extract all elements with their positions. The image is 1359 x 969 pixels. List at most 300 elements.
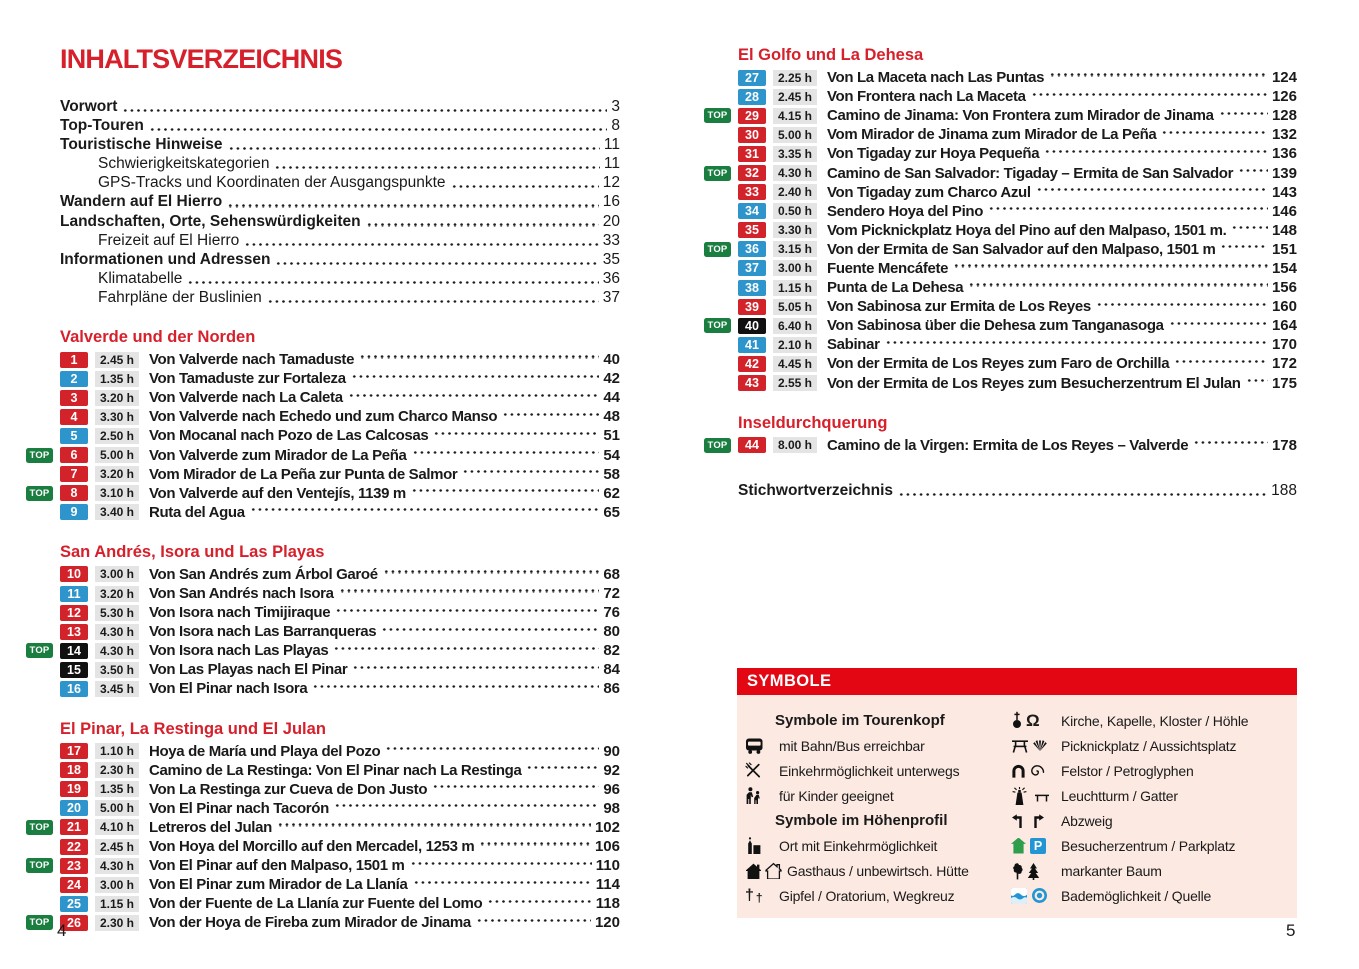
tour-duration: 1.35 h xyxy=(95,371,139,387)
tour-number-badge: 3 xyxy=(60,390,88,406)
symbol-label: Ort mit Einkehrmöglichkeit xyxy=(779,837,938,854)
tour-page: 110 xyxy=(595,857,620,875)
tour-page: 156 xyxy=(1271,279,1297,297)
dot-leader xyxy=(227,204,599,207)
toc-entry xyxy=(60,231,620,250)
dot-leader xyxy=(410,862,592,865)
tour-title: Fuente Mencáfete xyxy=(827,259,949,277)
tour-duration: 2.30 h xyxy=(95,762,139,778)
tour-number-badge: 29 xyxy=(738,108,766,124)
tour-number-badge: 2 xyxy=(60,371,88,387)
symbol-label: für Kinder geeignet xyxy=(779,787,894,804)
tour-duration: 5.30 h xyxy=(95,605,139,621)
tour-page: 92 xyxy=(603,761,620,779)
tour-page: 82 xyxy=(603,642,620,660)
tour-title: Von Tamaduste zur Fortaleza xyxy=(149,370,346,388)
dot-leader xyxy=(352,666,599,669)
tour-row xyxy=(26,875,620,894)
top-badge: TOP xyxy=(26,858,53,873)
tour-duration: 3.50 h xyxy=(95,662,139,678)
tour-row xyxy=(704,68,1297,87)
tour-title: Sendero Hoya del Pino xyxy=(827,202,984,220)
toc-entry xyxy=(60,192,620,211)
tour-number-badge: 22 xyxy=(60,839,88,855)
tour-page: 146 xyxy=(1271,202,1297,220)
symbol-label: Felstor / Petroglyphen xyxy=(1061,762,1194,779)
dot-leader xyxy=(1238,169,1268,172)
dot-leader xyxy=(312,685,599,688)
symbol-label: Picknickplatz / Aussichtsplatz xyxy=(1061,737,1237,754)
dot-leader xyxy=(479,842,591,845)
tour-duration: 6.40 h xyxy=(773,318,817,334)
dot-leader xyxy=(1036,188,1268,191)
tour-title: Camino de Jinama: Von Frontera zum Mirador de Jinama xyxy=(827,107,1214,125)
tour-duration: 3.00 h xyxy=(95,877,139,893)
toc-entry-page: 20 xyxy=(602,212,620,230)
symbol-label: Bademöglichkeit / Quelle xyxy=(1061,887,1212,904)
symbol-row xyxy=(1011,783,1291,808)
tour-page: 62 xyxy=(603,484,620,502)
dot-leader xyxy=(462,470,599,473)
tour-number-badge: 18 xyxy=(60,762,88,778)
tour-page: 114 xyxy=(595,876,620,894)
tour-page: 132 xyxy=(1271,126,1297,144)
dot-leader xyxy=(149,128,608,131)
tour-number-badge: 20 xyxy=(60,800,88,816)
leuchtturm-icon xyxy=(1011,787,1057,805)
tour-title: Von El Pinar auf den Malpaso, 1501 m xyxy=(149,857,405,875)
toc-entry-label: Touristische Hinweise xyxy=(60,136,223,154)
tour-duration: 1.15 h xyxy=(95,896,139,912)
tour-title: Camino de La Restinga: Von El Pinar nach La Restinga xyxy=(149,761,522,779)
tour-page: 170 xyxy=(1271,336,1297,354)
toc-entry xyxy=(60,116,620,135)
tour-page: 72 xyxy=(603,585,620,603)
dot-leader xyxy=(526,766,599,769)
symbol-row xyxy=(1011,758,1291,783)
tour-title: Von der Ermita de San Salvador auf den Malpaso, 1501 m xyxy=(827,240,1216,258)
tour-row xyxy=(26,856,620,875)
symbol-row xyxy=(1011,733,1291,758)
tour-row xyxy=(26,407,620,426)
dot-leader xyxy=(1231,226,1268,229)
tour-row xyxy=(26,465,620,484)
children-icon xyxy=(745,787,775,805)
section-header: El Pinar, La Restinga und El Julan xyxy=(60,719,326,738)
tour-duration: 2.25 h xyxy=(773,70,817,86)
tour-title: Von Sabinosa zur Ermita de Los Reyes xyxy=(827,298,1091,316)
dot-leader xyxy=(1096,303,1268,306)
tour-row xyxy=(26,584,620,603)
tour-number-badge: 42 xyxy=(738,356,766,372)
tour-duration: 1.10 h xyxy=(95,743,139,759)
tour-duration: 2.30 h xyxy=(95,915,139,931)
baum-icon xyxy=(1011,862,1057,880)
dot-leader xyxy=(334,804,599,807)
toc-entry xyxy=(60,269,620,288)
tour-number-badge: 5 xyxy=(60,428,88,444)
tour-page: 51 xyxy=(603,427,620,445)
tour-duration: 4.30 h xyxy=(95,624,139,640)
tour-page: 96 xyxy=(603,780,620,798)
section-header: Valverde und der Norden xyxy=(60,328,256,347)
tour-number-badge: 13 xyxy=(60,624,88,640)
tour-number-badge: 17 xyxy=(60,743,88,759)
dot-leader xyxy=(250,508,600,511)
top-badge-slot xyxy=(26,448,60,463)
dot-leader xyxy=(187,281,598,284)
dot-leader xyxy=(432,785,599,788)
tour-number-badge: 39 xyxy=(738,299,766,315)
dot-leader xyxy=(968,283,1268,286)
tour-row xyxy=(26,426,620,445)
tour-number-badge: 31 xyxy=(738,146,766,162)
dot-leader xyxy=(476,919,591,922)
top-badge-slot xyxy=(26,858,60,873)
tour-number-badge: 21 xyxy=(60,819,88,835)
dot-leader xyxy=(1193,441,1268,444)
tour-page: 76 xyxy=(603,604,620,622)
tour-title: Von Valverde nach La Caleta xyxy=(149,389,343,407)
toc-entry-label: Top-Touren xyxy=(60,117,144,135)
tour-row xyxy=(704,259,1297,278)
tour-row xyxy=(704,374,1297,393)
tour-number-badge: 8 xyxy=(60,485,88,501)
symbols-legend-body xyxy=(737,695,1297,918)
top-badge: TOP xyxy=(704,438,731,453)
dot-leader xyxy=(335,609,599,612)
abzweig-icon xyxy=(1011,813,1057,829)
tour-row xyxy=(704,144,1297,163)
dot-leader xyxy=(275,262,598,265)
dot-leader xyxy=(348,394,600,397)
left-column xyxy=(29,44,620,932)
dot-leader xyxy=(277,823,591,826)
tour-row xyxy=(26,603,620,622)
tour-title: Von Frontera nach La Maceta xyxy=(827,88,1026,106)
front-matter-list xyxy=(60,97,620,307)
symbol-row xyxy=(745,858,1011,883)
tour-title: Von La Restinga zur Cueva de Don Justo xyxy=(149,780,428,798)
tour-number-badge: 9 xyxy=(60,504,88,520)
tour-number-badge: 36 xyxy=(738,241,766,257)
dot-leader xyxy=(1044,150,1268,153)
tour-page: 42 xyxy=(603,370,620,388)
tour-title: Vom Mirador de La Peña zur Punta de Salmor xyxy=(149,465,458,483)
page-number-right: 5 xyxy=(1286,921,1296,940)
tour-page: 124 xyxy=(1271,69,1297,87)
tour-number-badge: 10 xyxy=(60,566,88,582)
tour-duration: 3.40 h xyxy=(95,504,139,520)
tour-page: 68 xyxy=(603,565,620,583)
tour-number-badge: 27 xyxy=(738,70,766,86)
tour-number-badge: 30 xyxy=(738,127,766,143)
tour-page: 178 xyxy=(1271,436,1297,454)
tour-row xyxy=(704,163,1297,182)
top-badge: TOP xyxy=(704,108,731,123)
tour-duration: 2.10 h xyxy=(773,337,817,353)
felstor-icon xyxy=(1011,763,1057,779)
tour-page: 44 xyxy=(603,389,620,407)
tour-title: Von San Andrés nach Isora xyxy=(149,585,334,603)
tour-title: Von La Maceta nach Las Puntas xyxy=(827,69,1045,87)
dot-leader xyxy=(383,570,600,573)
dot-leader xyxy=(502,413,599,416)
tour-row xyxy=(704,316,1297,335)
tour-number-badge: 26 xyxy=(60,915,88,931)
tour-page: 58 xyxy=(603,465,620,483)
tour-title: Von der Fuente de La Llanía zur Fuente del Lomo xyxy=(149,895,483,913)
tour-page: 86 xyxy=(603,680,620,698)
tour-number-badge: 19 xyxy=(60,781,88,797)
tour-title: Von der Ermita de Los Reyes zum Faro de Orchilla xyxy=(827,355,1170,373)
dot-leader xyxy=(1246,379,1268,382)
top-badge-slot xyxy=(704,166,738,181)
tour-page: 164 xyxy=(1271,317,1297,335)
tour-duration: 1.35 h xyxy=(95,781,139,797)
tour-title: Von El Pinar nach Tacorón xyxy=(149,799,329,817)
symbol-row xyxy=(745,833,1011,858)
tour-title: Camino de San Salvador: Tigaday – Ermita de San Salvador xyxy=(827,164,1234,182)
toc-entry-page: 8 xyxy=(611,117,620,135)
dot-leader xyxy=(267,300,599,303)
toc-entry-page: 35 xyxy=(602,250,620,268)
toc-entry xyxy=(60,135,620,154)
tour-duration: 3.20 h xyxy=(95,390,139,406)
tour-duration: 3.00 h xyxy=(773,260,817,276)
besucherzentrum-icon: P xyxy=(1011,838,1057,854)
dot-leader xyxy=(487,900,591,903)
symbol-label: Gipfel / Oratorium, Wegkreuz xyxy=(779,887,955,904)
index-entry xyxy=(738,481,1297,500)
symbol-row xyxy=(1011,708,1291,733)
tour-row xyxy=(704,278,1297,297)
symbol-row xyxy=(1011,883,1291,908)
dot-leader xyxy=(333,647,599,650)
page-title: INHALTSVERZEICHNIS xyxy=(60,44,343,74)
tour-duration: 3.35 h xyxy=(773,146,817,162)
tour-duration: 4.15 h xyxy=(773,108,817,124)
tour-duration: 3.00 h xyxy=(95,566,139,582)
tour-row xyxy=(704,335,1297,354)
top-badge-slot xyxy=(704,318,738,333)
tour-number-badge: 15 xyxy=(60,662,88,678)
dot-leader xyxy=(412,451,600,454)
tour-row xyxy=(704,240,1297,259)
tour-page: 40 xyxy=(603,351,620,369)
toc-entry-label: GPS-Tracks und Koordinaten der Ausgangspunkte xyxy=(98,174,446,192)
index-entry-label: Stichwortverzeichnis xyxy=(738,481,894,499)
tour-title: Camino de la Virgen: Ermita de Los Reyes – Valverde xyxy=(827,436,1189,454)
tour-title: Von Isora nach Timijiraque xyxy=(149,604,331,622)
tour-number-badge: 12 xyxy=(60,605,88,621)
symbol-row xyxy=(1011,833,1291,858)
top-badge: TOP xyxy=(26,820,53,835)
top-badge: TOP xyxy=(26,486,53,501)
tour-row xyxy=(26,350,620,369)
gasthaus-icon xyxy=(745,862,783,879)
page-number-left: 4 xyxy=(57,921,67,940)
tour-number-badge: 25 xyxy=(60,896,88,912)
tour-title: Von Mocanal nach Pozo de Las Calcosas xyxy=(149,427,429,445)
symbol-row xyxy=(1011,858,1291,883)
toc-entry-page: 16 xyxy=(602,193,620,211)
tour-row xyxy=(26,446,620,465)
tour-page: 143 xyxy=(1271,183,1297,201)
tour-duration: 3.15 h xyxy=(773,241,817,257)
toc-entry-label: Klimatabelle xyxy=(98,269,183,287)
dot-leader xyxy=(898,493,1267,496)
toc-entry-label: Landschaften, Orte, Sehenswürdigkeiten xyxy=(60,212,361,230)
dot-leader xyxy=(122,109,607,112)
tour-row xyxy=(26,660,620,679)
tour-number-badge: 6 xyxy=(60,447,88,463)
tour-row xyxy=(704,354,1297,373)
tour-row xyxy=(26,565,620,584)
tour-title: Vom Picknickplatz Hoya del Pino auf den Malpaso, 1501 m. xyxy=(827,221,1227,239)
tour-title: Ruta del Agua xyxy=(149,503,245,521)
tour-number-badge: 33 xyxy=(738,184,766,200)
dot-leader xyxy=(366,223,599,226)
dot-leader xyxy=(339,589,600,592)
bus-icon xyxy=(745,737,775,754)
tour-page: 106 xyxy=(594,838,620,856)
village-icon xyxy=(745,837,775,854)
tour-title: Von Sabinosa über die Dehesa zum Tanganasoga xyxy=(827,317,1164,335)
tour-row xyxy=(26,641,620,660)
tour-page: 151 xyxy=(1271,240,1297,258)
symbol-label: Besucherzentrum / Parkplatz xyxy=(1061,837,1236,854)
tour-title: Von Isora nach Las Barranqueras xyxy=(149,623,377,641)
tour-row xyxy=(26,503,620,522)
tour-duration: 3.20 h xyxy=(95,466,139,482)
dot-leader xyxy=(988,207,1268,210)
tour-duration: 3.30 h xyxy=(773,222,817,238)
symbol-row xyxy=(745,758,1011,783)
dot-leader xyxy=(381,628,599,631)
picknick-icon xyxy=(1011,738,1057,753)
tour-duration: 4.30 h xyxy=(95,643,139,659)
tour-page: 98 xyxy=(603,799,620,817)
tour-title: Von Tigaday zum Charco Azul xyxy=(827,183,1031,201)
toc-entry xyxy=(60,173,620,192)
tour-duration: 2.40 h xyxy=(773,184,817,200)
toc-entry-page: 37 xyxy=(602,288,620,306)
tour-duration: 4.10 h xyxy=(95,819,139,835)
tour-page: 84 xyxy=(603,661,620,679)
toc-entry-label: Informationen und Adressen xyxy=(60,250,271,268)
tour-title: Von der Ermita de Los Reyes zum Besucherzentrum El Julan xyxy=(827,374,1241,392)
tour-number-badge: 34 xyxy=(738,203,766,219)
tour-page: 120 xyxy=(594,914,620,932)
tour-number-badge: 40 xyxy=(738,318,766,334)
tour-page: 126 xyxy=(1271,88,1297,106)
index-entry-page: 188 xyxy=(1271,481,1297,499)
dot-leader xyxy=(274,166,599,169)
tour-title: Von der Hoya de Fireba zum Mirador de Jinama xyxy=(149,914,471,932)
right-tour-sections xyxy=(707,46,1297,455)
tour-row xyxy=(26,818,620,837)
top-badge: TOP xyxy=(704,166,731,181)
tour-title: Von Isora nach Las Playas xyxy=(149,642,329,660)
tour-number-badge: 1 xyxy=(60,352,88,368)
tour-row xyxy=(704,436,1297,455)
symbol-label: Kirche, Kapelle, Kloster / Höhle xyxy=(1061,712,1249,729)
tour-title: Von El Pinar zum Mirador de La Llanía xyxy=(149,876,408,894)
tour-row xyxy=(26,742,620,761)
tour-page: 54 xyxy=(603,446,620,464)
tour-number-badge: 38 xyxy=(738,280,766,296)
tour-duration: 3.20 h xyxy=(95,586,139,602)
tour-title: Punta de La Dehesa xyxy=(827,279,964,297)
tour-row xyxy=(704,106,1297,125)
tour-duration: 1.15 h xyxy=(773,280,817,296)
tour-number-badge: 43 xyxy=(738,375,766,391)
toc-entry-page: 11 xyxy=(603,136,620,154)
bade-icon xyxy=(1011,887,1057,904)
toc-entry-page: 33 xyxy=(602,231,620,249)
tour-page: 128 xyxy=(1271,107,1297,125)
tour-title: Letreros del Julan xyxy=(149,818,272,836)
toc-entry xyxy=(60,154,620,173)
tour-title: Hoya de María und Playa del Pozo xyxy=(149,742,381,760)
tour-title: Von Valverde nach Tamaduste xyxy=(149,351,355,369)
tour-number-badge: 28 xyxy=(738,89,766,105)
top-badge-slot xyxy=(26,820,60,835)
tour-duration: 4.30 h xyxy=(773,165,817,181)
tour-number-badge: 7 xyxy=(60,466,88,482)
symbol-label: mit Bahn/Bus erreichbar xyxy=(779,737,925,754)
symbols-legend xyxy=(737,668,1297,918)
toc-entry xyxy=(60,288,620,307)
tour-duration: 2.45 h xyxy=(95,352,139,368)
symbol-label: Gasthaus / unbewirtsch. Hütte xyxy=(787,862,969,879)
tour-page: 48 xyxy=(603,408,620,426)
tour-number-badge: 14 xyxy=(60,643,88,659)
tour-title: Von Las Playas nach El Pinar xyxy=(149,661,348,679)
dot-leader xyxy=(953,264,1268,267)
tour-row xyxy=(26,679,620,698)
top-badge-slot xyxy=(704,242,738,257)
top-badge-slot xyxy=(26,486,60,501)
dot-leader xyxy=(1174,360,1268,363)
symbol-row xyxy=(1011,808,1291,833)
tour-title: Von El Pinar nach Isora xyxy=(149,680,308,698)
tour-duration: 0.50 h xyxy=(773,203,817,219)
toc-entry xyxy=(60,212,620,231)
tour-page: 118 xyxy=(595,895,620,913)
tour-number-badge: 16 xyxy=(60,681,88,697)
symbol-label: markanter Baum xyxy=(1061,862,1162,879)
dot-leader xyxy=(244,243,598,246)
tour-page: 154 xyxy=(1271,259,1297,277)
tour-row xyxy=(26,799,620,818)
dot-leader xyxy=(1169,322,1268,325)
tour-duration: 2.45 h xyxy=(773,89,817,105)
tour-title: Sabinar xyxy=(827,336,880,354)
dot-leader xyxy=(885,341,1268,344)
toc-entry-label: Wandern auf El Hierro xyxy=(60,193,223,211)
symbol-group-title-label: Symbole im Höhenprofil xyxy=(775,812,948,829)
tour-title: Vom Mirador de Jinama zum Mirador de La Peña xyxy=(827,126,1157,144)
tour-page: 148 xyxy=(1271,221,1297,239)
tour-number-badge: 23 xyxy=(60,858,88,874)
tour-page: 139 xyxy=(1271,164,1297,182)
toc-entry-page: 12 xyxy=(602,174,620,192)
symbol-label: Abzweig xyxy=(1061,812,1113,829)
tour-number-badge: 37 xyxy=(738,260,766,276)
tour-page: 172 xyxy=(1271,355,1297,373)
